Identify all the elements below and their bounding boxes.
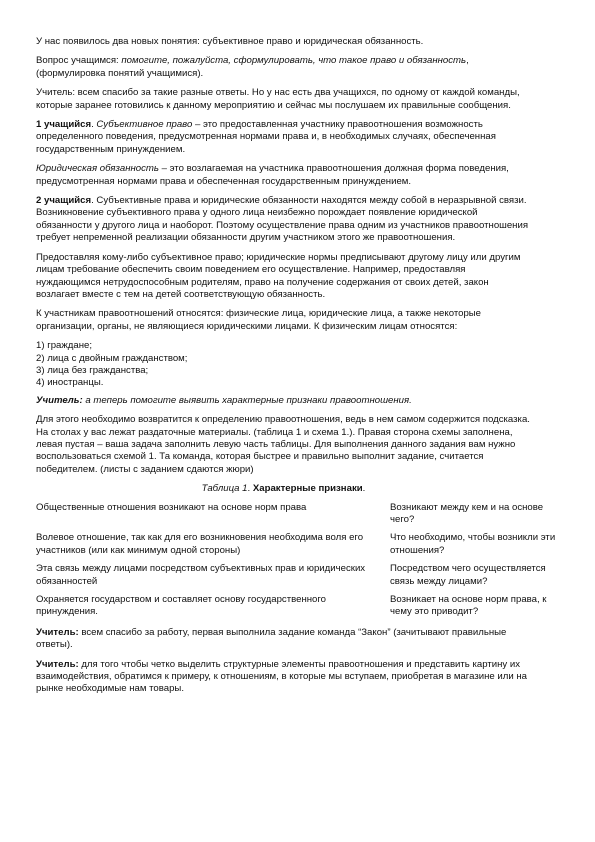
list-item: 1) граждане; bbox=[36, 340, 93, 352]
table-row bbox=[36, 563, 566, 594]
list-item: 2) лица с двойным гражданством; bbox=[36, 352, 188, 364]
table-cell-question: Посредством чего осуществляется связь между лицами? bbox=[390, 563, 546, 587]
teacher-result-text: всем спасибо за работу, первая выполнила задание команда “Закон” (зачитывают правильные ответы). bbox=[36, 626, 507, 651]
definition-subjective-right: – это предоставленная участнику правоотношения возможность определенного поведения, предусмотренная нормами права и, в необходимых случаях, обеспеченная государственным принуждением. bbox=[36, 119, 496, 155]
list-item: 3) лица без гражданства; bbox=[36, 364, 149, 376]
table-row bbox=[36, 502, 566, 533]
table-caption-number: Таблица 1 bbox=[201, 483, 248, 495]
table-cell-feature: Охраняется государством и составляет основу государственного принуждения. bbox=[36, 594, 327, 618]
table-caption-end: . bbox=[362, 483, 366, 495]
paragraph-teacher-thanks: Учитель: всем спасибо за такие разные ответы. Но у нас есть два учащихся, по одному от каждой команды, которые заранее готовились к данному мероприятию и сейчас мы послушаем их правильные сообщения. bbox=[36, 87, 520, 111]
table-cell-feature: Общественные отношения возникают на основе норм права bbox=[36, 501, 307, 513]
student-2-label: 2 учащийся bbox=[36, 195, 92, 207]
table-cell-question: Возникает на основе норм права, к чему это приводит? bbox=[390, 594, 547, 618]
paragraph-student-1 bbox=[36, 119, 531, 156]
table-caption bbox=[36, 483, 531, 495]
term-legal-duty: Юридическая обязанность bbox=[36, 163, 159, 175]
teacher-label: Учитель: bbox=[36, 658, 79, 670]
question-note: , (формулировка понятий учащимися). bbox=[36, 55, 469, 79]
term-subjective-right: Субъективное право bbox=[96, 119, 193, 131]
table-caption-sep: . bbox=[247, 483, 253, 495]
table-cell-question: Что необходимо, чтобы возникли эти отношения? bbox=[390, 532, 556, 556]
paragraph-example: Предоставляя кому-либо субъективное право; юридические нормы предписывают другому лицу или другим лицам требование обеспечить своим поведением его осуществление. Например, предоставляя нуждающимся нетрудоспособным родителям, право на получение содержания от своих детей, закон возлагает вместе с тем на детей соответствующую обязанность. bbox=[36, 251, 521, 300]
paragraph-intro: У нас появилось два новых понятия: субъективное право и юридическая обязанность. bbox=[36, 36, 424, 47]
definition-legal-duty: – это возлагаемая на участника правоотношения должная форма поведения, предусмотренная нормами права и обеспеченная государственным принуждением. bbox=[36, 163, 509, 187]
paragraph-question bbox=[36, 55, 531, 80]
table-cell-feature: Эта связь между лицами посредством субъективных прав и юридических обязанностей bbox=[36, 563, 366, 587]
table-row bbox=[36, 532, 566, 563]
table-caption-title: Характерные признаки bbox=[252, 483, 363, 495]
question-lead: Вопрос учащимся: bbox=[36, 55, 122, 67]
teacher-label: Учитель: bbox=[36, 626, 79, 638]
paragraph-legal-duty bbox=[36, 163, 531, 188]
teacher-task-text: а теперь помогите выявить характерные признаки правоотношения. bbox=[82, 394, 412, 406]
paragraph-instructions: Для этого необходимо возвратится к определению правоотношения, ведь в нем самом содержится подсказка. На столах у вас лежат раздаточные материалы. (таблица 1 и схема 1.). Правая сторона схемы заполнена, левая пустая – ваша задача заполнить левую часть таблицы. Для выполнения данного задания вам нужно воспользоваться схемой 1. Та команда, которая быстрее и правильно выполнит задание, считается победителем. (листы с заданием сдаются жюри) bbox=[36, 414, 530, 475]
student-2-text: . Субъективные права и юридические обязанности находятся между собой в неразрывной связи. Возникновение субъективного права у одного лица неизбежно порождает появление юридической обязанности у другого лица и наоборот. Поэтому осуществление права одним из участников правоотношения требует непременной реализации обязанности другим участником этого же правоотношения. bbox=[36, 195, 529, 244]
list-item: 4) иностранцы. bbox=[36, 377, 104, 389]
question-text: помогите, пожалуйста, сформулировать, что такое право и обязанность bbox=[121, 55, 467, 67]
paragraph-student-2 bbox=[36, 195, 531, 245]
paragraph-teacher-result bbox=[36, 627, 531, 652]
paragraph-teacher-task bbox=[36, 395, 531, 407]
table-cell-question: Возникают между кем и на основе чего? bbox=[390, 501, 544, 525]
student-1-sep: . bbox=[91, 119, 97, 131]
paragraph-teacher-next bbox=[36, 659, 531, 696]
table-cell-feature: Волевое отношение, так как для его возникновения необходима воля его участников (или как минимум одной стороны) bbox=[36, 532, 364, 556]
student-1-label: 1 учащийся bbox=[36, 119, 92, 131]
participants-list bbox=[36, 340, 531, 390]
teacher-next-text: для того чтобы четко выделить структурные элементы правоотношения и представить картину их взаимодействия, обратимся к примеру, к отношениям, в которые мы вступаем, приобретая в магазине или на рынке необходимые нам товары. bbox=[36, 658, 527, 695]
table-row bbox=[36, 594, 566, 625]
features-table bbox=[36, 502, 566, 625]
paragraph-participants: К участникам правоотношений относятся: физические лица, юридические лица, а также некоторые организации, органы, не являющиеся юридическими лицами. К физическим лицам относятся: bbox=[36, 308, 482, 332]
teacher-label: Учитель: bbox=[36, 394, 83, 406]
